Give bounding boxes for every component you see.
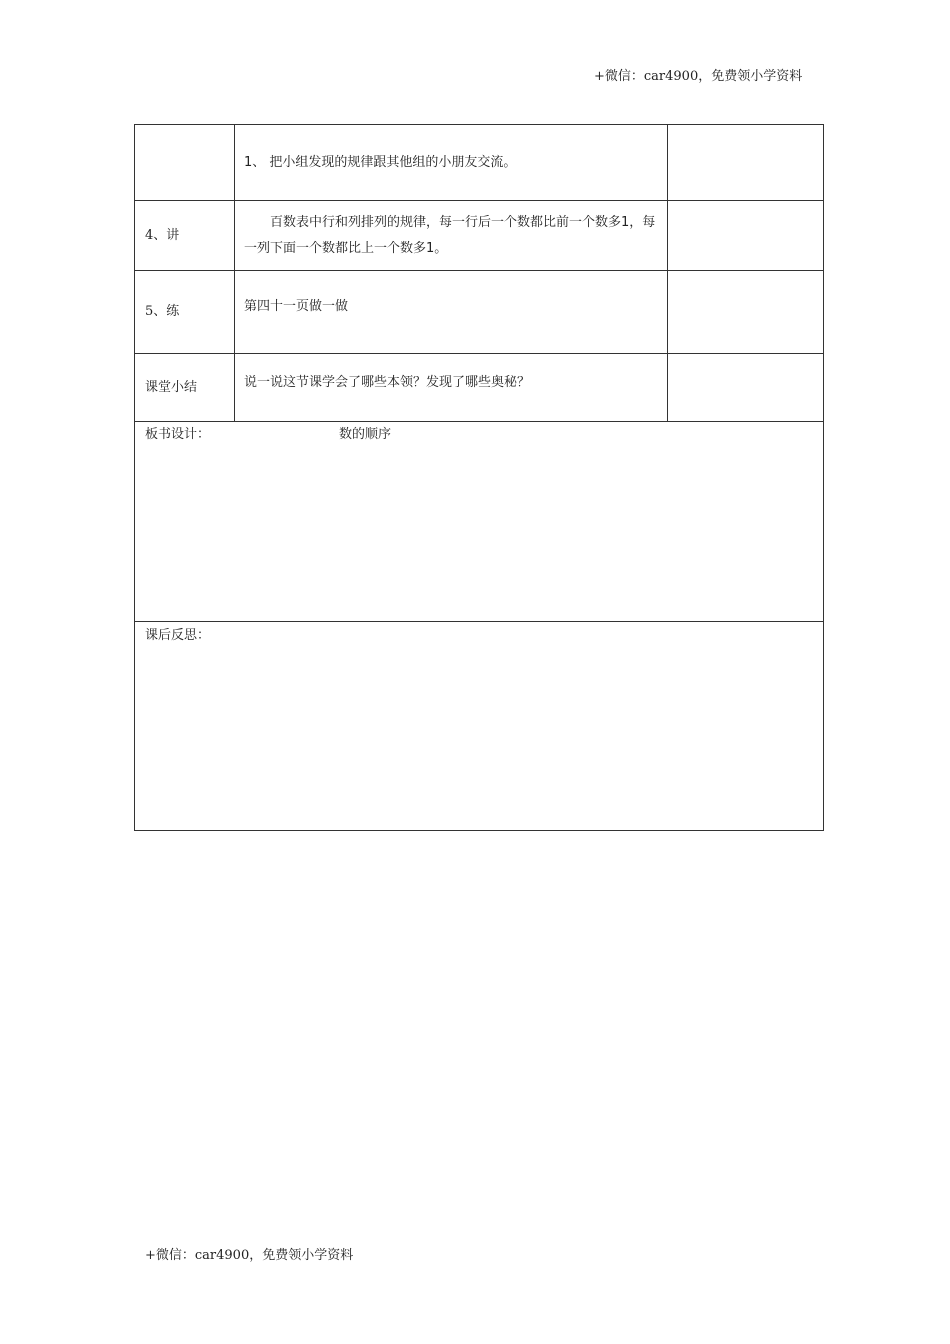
- reflection-label: 课后反思：: [145, 628, 211, 643]
- content-sentence: 。: [434, 240, 448, 256]
- board-design-cell: [135, 422, 823, 621]
- board-design-row: [135, 422, 823, 622]
- table-row: [135, 201, 823, 271]
- content-cell: [235, 271, 668, 353]
- note-cell: [668, 271, 823, 353]
- content-cell: [235, 125, 668, 200]
- content-sentence: ，每一列下面一个数都比上一个数多: [244, 214, 656, 256]
- step-cell: [135, 201, 235, 270]
- table-row: [135, 354, 823, 422]
- content-number: 1: [426, 240, 435, 256]
- step-label: 课堂小结: [145, 379, 198, 395]
- board-design-label: 板书设计：: [145, 427, 211, 442]
- content-text: 第四十一页做一做: [244, 299, 349, 314]
- step-cell: [135, 354, 235, 421]
- board-design-title: 数的顺序: [339, 427, 392, 442]
- content-number: 1、: [244, 154, 266, 170]
- content-text: 说一说这节课学会了哪些本领？发现了哪些奥秘？: [244, 374, 531, 390]
- note-cell: [668, 125, 823, 200]
- reflection-row: [135, 622, 823, 830]
- step-label: 4、讲: [145, 227, 180, 243]
- note-cell: [668, 354, 823, 421]
- footer-note: +微信：car4900，免费领小学资料: [145, 1248, 354, 1263]
- note-cell: [668, 201, 823, 270]
- reflection-cell: [135, 622, 823, 830]
- content-text: [244, 210, 661, 262]
- step-cell: [135, 125, 235, 200]
- content-cell: [235, 201, 668, 270]
- content-sentence: 把小组发现的规律跟其他组的小朋友交流。: [265, 154, 517, 170]
- header-note: +微信：car4900，免费领小学资料: [594, 69, 803, 84]
- lesson-plan-table: [134, 124, 824, 831]
- step-label: 5、练: [145, 304, 180, 319]
- table-row: [135, 125, 823, 201]
- table-row: [135, 271, 823, 354]
- content-sentence: 百数表中行和列排列的规律，每一行后一个数都比前一个数多: [270, 214, 622, 230]
- content-text: [244, 150, 661, 176]
- content-cell: [235, 354, 668, 421]
- step-cell: [135, 271, 235, 353]
- content-number: 1: [621, 214, 630, 230]
